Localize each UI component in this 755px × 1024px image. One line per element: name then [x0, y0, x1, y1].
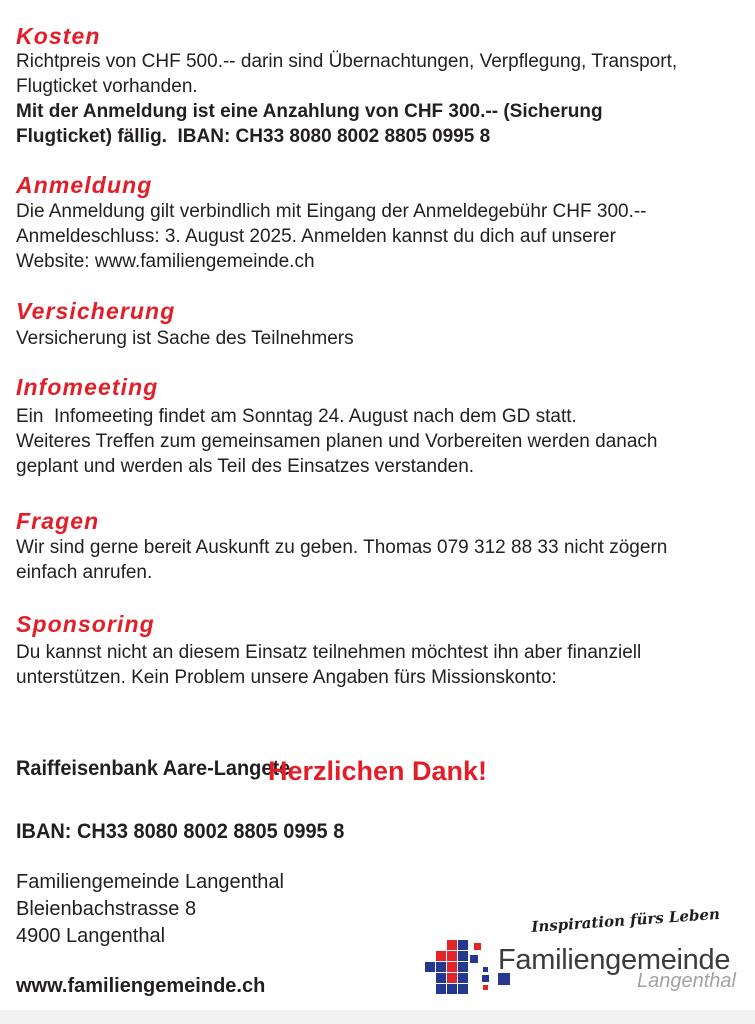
section-versicherung-body [16, 326, 354, 351]
bank-details [16, 716, 344, 884]
body-line: Versicherung ist Sache des Teilnehmers [16, 328, 354, 349]
mosaic-square [447, 984, 457, 994]
body-line: unterstützen. Kein Problem unsere Angaben fürs Missionskonto: [16, 667, 557, 688]
body-line: Flugticket vorhanden. [16, 76, 198, 97]
mosaic-square [458, 984, 468, 994]
body-line: Weiteres Treffen zum gemeinsamen planen und Vorbereiten werden danach [16, 431, 658, 452]
heading-versicherung: Versicherung [16, 298, 176, 324]
mosaic-square [470, 955, 478, 963]
mosaic-square [436, 984, 446, 994]
footer-org: Familiengemeinde Langenthal [16, 871, 284, 893]
bank-name: Raiffeisenbank Aare-Langete [16, 757, 291, 780]
heading-fragen: Fragen [16, 508, 100, 534]
body-line: Anmeldeschluss: 3. August 2025. Anmelden kannst du dich auf unserer [16, 226, 616, 247]
bank-iban: IBAN: CH33 8080 8002 8805 0995 8 [16, 820, 345, 843]
mosaic-square [483, 985, 488, 990]
mosaic-square [447, 940, 457, 950]
mosaic-square [458, 940, 468, 950]
body-line: geplant und werden als Teil des Einsatzes verstanden. [16, 456, 475, 477]
section-kosten-bold [16, 99, 603, 149]
section-anmeldung-body [16, 199, 647, 274]
body-line: Richtpreis von CHF 500.-- darin sind Übernachtungen, Verpflegung, Transport, [16, 51, 678, 72]
mosaic-square [447, 951, 457, 961]
familiengemeinde-logo [418, 904, 748, 1013]
mosaic-square [436, 951, 446, 961]
mosaic-square [447, 962, 457, 972]
body-line: einfach anrufen. [16, 562, 153, 583]
mosaic-square [436, 962, 446, 972]
footer-city: 4900 Langenthal [16, 925, 166, 947]
heading-anmeldung: Anmeldung [16, 172, 153, 198]
mosaic-square [474, 943, 481, 950]
body-line-bold: Mit der Anmeldung ist eine Anzahlung von CHF 300.-- (Sicherung [16, 101, 603, 122]
mosaic-square [425, 962, 435, 972]
body-line: Die Anmeldung gilt verbindlich mit Eingang der Anmeldegebühr CHF 300.-- [16, 201, 647, 222]
page-bottom-edge [0, 1010, 755, 1024]
mosaic-square [483, 967, 488, 972]
mosaic-square [458, 973, 468, 983]
footer-address [16, 869, 284, 950]
heading-infomeeting: Infomeeting [16, 374, 159, 400]
mosaic-square [447, 973, 457, 983]
heading-sponsoring: Sponsoring [16, 611, 155, 637]
footer-website: www.familiengemeinde.ch [16, 975, 266, 997]
mosaic-square [458, 951, 468, 961]
section-kosten-body [16, 49, 677, 99]
logo-tagline: Inspiration fürs Leben [530, 904, 721, 936]
section-fragen-body [16, 535, 667, 585]
body-line: Wir sind gerne bereit Auskunft zu geben. Thomas 079 312 88 33 nicht zögern [16, 537, 668, 558]
body-line: Website: www.familiengemeinde.ch [16, 251, 315, 272]
section-infomeeting-body [16, 404, 657, 479]
heading-kosten: Kosten [16, 23, 101, 49]
section-sponsoring-body [16, 640, 641, 690]
mosaic-square [482, 975, 489, 982]
thanks-note: Herzlichen Dank! [267, 756, 488, 786]
mosaic-square [458, 962, 468, 972]
logo-name: Familiengemeinde [498, 944, 731, 976]
mosaic-square [436, 973, 446, 983]
body-line: Du kannst nicht an diesem Einsatz teilnehmen möchtest ihn aber finanziell [16, 642, 642, 663]
body-line: Ein Infomeeting findet am Sonntag 24. August nach dem GD statt. [16, 406, 577, 427]
body-line-bold: Flugticket) fällig. IBAN: CH33 8080 8002 8805 0995 8 [16, 126, 491, 147]
logo-place: Langenthal [637, 970, 736, 992]
footer-street: Bleienbachstrasse 8 [16, 898, 197, 920]
